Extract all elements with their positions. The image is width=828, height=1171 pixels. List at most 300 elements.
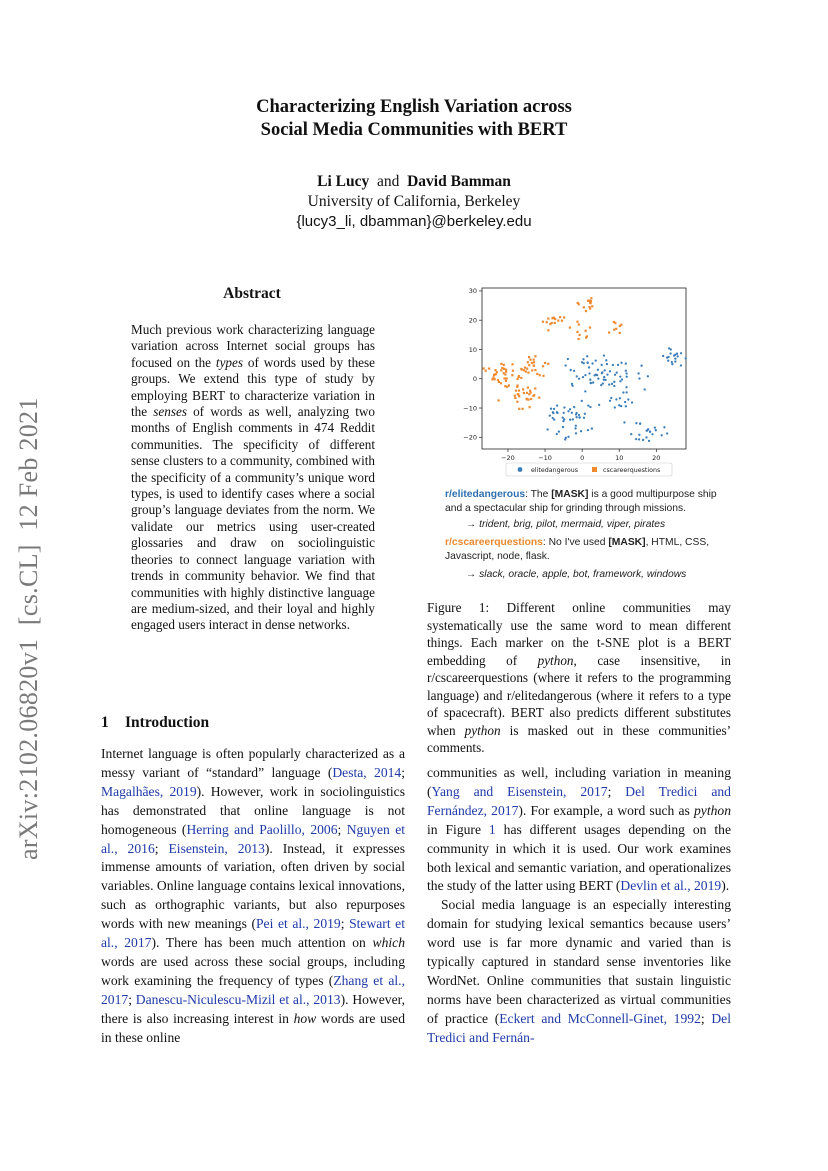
y-tick-label: −10	[463, 404, 477, 413]
point-elitedangerous	[668, 347, 670, 349]
point-cscareerquestions	[533, 359, 535, 361]
author-names	[0, 172, 828, 192]
point-elitedangerous	[600, 364, 602, 366]
point-elitedangerous	[667, 359, 669, 361]
point-cscareerquestions	[587, 300, 589, 302]
point-elitedangerous	[616, 371, 618, 373]
point-cscareerquestions	[557, 320, 559, 322]
point-elitedangerous	[600, 384, 602, 386]
point-elitedangerous	[575, 432, 577, 434]
point-elitedangerous	[580, 430, 582, 432]
point-elitedangerous	[591, 427, 593, 429]
point-elitedangerous	[610, 397, 612, 399]
point-elitedangerous	[558, 430, 560, 432]
point-cscareerquestions	[496, 371, 498, 373]
point-elitedangerous	[570, 369, 572, 371]
point-elitedangerous	[637, 372, 639, 374]
point-cscareerquestions	[577, 302, 579, 304]
abstract-heading: Abstract	[223, 285, 281, 302]
point-elitedangerous	[562, 416, 564, 418]
point-elitedangerous	[584, 374, 586, 376]
point-cscareerquestions	[485, 370, 487, 372]
figure-substitutes-1: → trident, brig, pilot, mermaid, viper, pirates	[466, 519, 666, 530]
point-cscareerquestions	[590, 297, 592, 299]
point-cscareerquestions	[516, 386, 518, 388]
point-elitedangerous	[587, 429, 589, 431]
point-cscareerquestions	[523, 392, 525, 394]
citation-link[interactable]: Yang and Eisenstein, 2017	[431, 783, 608, 799]
point-elitedangerous	[635, 438, 637, 440]
point-elitedangerous	[671, 361, 673, 363]
point-cscareerquestions	[516, 401, 518, 403]
point-cscareerquestions	[516, 378, 518, 380]
point-cscareerquestions	[518, 389, 520, 391]
point-elitedangerous	[673, 354, 675, 356]
point-cscareerquestions	[532, 395, 534, 397]
y-tick-label: 0	[472, 375, 477, 384]
point-elitedangerous	[574, 427, 576, 429]
point-elitedangerous	[621, 378, 623, 380]
intro-paragraph-1: Internet language is often popularly characterized as a messy variant of “standard” language (Desta, 2014; Magalhães, 2019). However, work in sociolinguistics has demonstrated that online language is not homogeneous (Herring and Paolillo, 2006; Nguyen et al., 2016; Eisenstein, 2013). Instead, it expresses immense amounts of variation, often driven by social variables. Online language contains lexical innovations, such as orthographic variants, but also repurposes words with new meanings (Pei et al., 2019; Stewart et al., 2017). There has been much attention on which words are used across these social groups, including work examining the frequency of types (Zhang et al., 2017; Danescu-Niculescu-Mizil et al., 2013). However, there is also increasing interest in how words are used in these online	[101, 746, 406, 1045]
point-cscareerquestions	[530, 391, 532, 393]
point-cscareerquestions	[534, 369, 536, 371]
point-cscareerquestions	[591, 305, 593, 307]
figure-example-2: r/cscareerquestions: No I've used [MASK], HTML, CSS, Javascript, node, flask.	[445, 537, 710, 562]
point-cscareerquestions	[547, 363, 549, 365]
y-tick-label: 30	[468, 287, 477, 296]
point-cscareerquestions	[520, 377, 522, 379]
point-elitedangerous	[606, 363, 608, 365]
point-cscareerquestions	[522, 388, 524, 390]
author-and: and	[376, 173, 400, 190]
author-2: David Bamman	[407, 173, 511, 190]
point-elitedangerous	[624, 401, 626, 403]
point-cscareerquestions	[552, 317, 554, 319]
x-tick-label: 20	[652, 454, 661, 462]
point-elitedangerous	[680, 364, 682, 366]
point-elitedangerous	[567, 358, 569, 360]
point-elitedangerous	[587, 405, 589, 407]
point-cscareerquestions	[503, 364, 505, 366]
y-tick-label: 10	[468, 345, 477, 354]
point-elitedangerous	[598, 404, 600, 406]
citation-link[interactable]: Stewart et al., 2017	[101, 916, 405, 951]
section-number: 1	[101, 714, 109, 731]
figure-reference-link[interactable]: 1	[488, 821, 496, 837]
point-cscareerquestions	[613, 329, 615, 331]
point-elitedangerous	[625, 405, 627, 407]
point-cscareerquestions	[576, 331, 578, 333]
point-elitedangerous	[609, 370, 611, 372]
point-cscareerquestions	[523, 369, 525, 371]
point-elitedangerous	[572, 418, 574, 420]
point-cscareerquestions	[518, 408, 520, 410]
point-elitedangerous	[549, 414, 551, 416]
point-elitedangerous	[663, 426, 665, 428]
point-elitedangerous	[655, 429, 657, 431]
point-cscareerquestions	[615, 328, 617, 330]
point-cscareerquestions	[531, 369, 533, 371]
point-elitedangerous	[630, 433, 632, 435]
point-cscareerquestions	[547, 329, 549, 331]
point-cscareerquestions	[533, 364, 535, 366]
point-elitedangerous	[597, 377, 599, 379]
citation-link[interactable]: Herring and Paolillo, 2006	[186, 821, 338, 837]
point-cscareerquestions	[559, 316, 561, 318]
point-elitedangerous	[623, 421, 625, 423]
point-cscareerquestions	[542, 365, 544, 367]
point-cscareerquestions	[526, 392, 528, 394]
point-elitedangerous	[613, 385, 615, 387]
point-elitedangerous	[671, 363, 673, 365]
point-cscareerquestions	[531, 362, 533, 364]
point-cscareerquestions	[505, 369, 507, 371]
point-elitedangerous	[582, 358, 584, 360]
point-elitedangerous	[563, 412, 565, 414]
figure-1	[440, 284, 732, 584]
point-elitedangerous	[642, 439, 644, 441]
figure-example-1: r/elitedangerous: The [MASK] is a good multipurpose ship and a spectacular ship for grinding through missions.	[445, 489, 717, 514]
point-cscareerquestions	[493, 374, 495, 376]
point-elitedangerous	[625, 372, 627, 374]
point-cscareerquestions	[494, 378, 496, 380]
point-elitedangerous	[627, 398, 629, 400]
point-elitedangerous	[667, 356, 669, 358]
point-cscareerquestions	[529, 359, 531, 361]
point-cscareerquestions	[578, 323, 580, 325]
point-elitedangerous	[625, 391, 627, 393]
point-elitedangerous	[556, 404, 558, 406]
point-elitedangerous	[597, 369, 599, 371]
point-elitedangerous	[619, 375, 621, 377]
point-elitedangerous	[562, 426, 564, 428]
point-elitedangerous	[635, 422, 637, 424]
point-elitedangerous	[582, 376, 584, 378]
point-elitedangerous	[638, 377, 640, 379]
point-elitedangerous	[649, 430, 651, 432]
point-cscareerquestions	[528, 406, 530, 408]
point-cscareerquestions	[563, 316, 565, 318]
point-cscareerquestions	[547, 318, 549, 320]
point-cscareerquestions	[508, 384, 510, 386]
point-elitedangerous	[584, 413, 586, 415]
point-elitedangerous	[596, 374, 598, 376]
point-cscareerquestions	[608, 331, 610, 333]
point-cscareerquestions	[526, 367, 528, 369]
point-cscareerquestions	[538, 397, 540, 399]
point-cscareerquestions	[536, 373, 538, 375]
point-elitedangerous	[685, 357, 687, 359]
section-title: Introduction	[125, 714, 210, 731]
point-elitedangerous	[617, 364, 619, 366]
citation-link[interactable]: Eisenstein, 2013	[168, 840, 265, 856]
example-community-elitedangerous: r/elitedangerous	[445, 489, 526, 500]
point-elitedangerous	[614, 406, 616, 408]
point-elitedangerous	[595, 360, 597, 362]
point-elitedangerous	[569, 419, 571, 421]
point-elitedangerous	[619, 380, 621, 382]
point-elitedangerous	[677, 355, 679, 357]
point-elitedangerous	[587, 362, 589, 364]
point-elitedangerous	[602, 382, 604, 384]
point-elitedangerous	[546, 428, 548, 430]
point-elitedangerous	[645, 436, 647, 438]
intro-paragraph-2: communities as well, including variation in meaning (Yang and Eisenstein, 2017; Del Tredici and Fernández, 2017). For example, a word such as python in Figure 1 has different usages depending on the community in which it is used. Our work examines both lexical and semantic variation, and operationalizes the study of the latter using BERT (Devlin et al., 2019). Social media language is an especially interesting domain for studying lexical semantics because users’ word use is far more dynamic and varied than is typically captured in standard sense inventories like WordNet. Online communities that sustain linguistic norms have been characterized as virtual communities of practice (Eckert and McConnell-Ginet, 1992; Del Tredici and Fernán-	[427, 764, 731, 1048]
point-cscareerquestions	[528, 356, 530, 358]
point-elitedangerous	[605, 359, 607, 361]
point-elitedangerous	[556, 411, 558, 413]
point-cscareerquestions	[488, 367, 490, 369]
citation-link[interactable]: Nguyen et al., 2016	[101, 821, 406, 856]
point-cscareerquestions	[533, 361, 535, 363]
point-elitedangerous	[571, 385, 573, 387]
point-cscareerquestions	[526, 398, 528, 400]
affiliation: University of California, Berkeley	[307, 193, 521, 210]
point-elitedangerous	[644, 388, 646, 390]
point-cscareerquestions	[544, 362, 546, 364]
author-1: Li Lucy	[317, 173, 370, 190]
point-cscareerquestions	[518, 376, 520, 378]
point-cscareerquestions	[503, 368, 505, 370]
point-cscareerquestions	[561, 320, 563, 322]
figure-substitutes-2: → slack, oracle, apple, bot, framework, windows	[466, 569, 687, 580]
point-cscareerquestions	[524, 366, 526, 368]
figure-caption: Figure 1: Different online communities may systematically use the same word to mean different things. Each marker on the t-SNE plot is a BERT embedding of python, case insensitive, in r/cscareerquestions (where it refers to the programming language) and r/elitedangerous (where it refers to a type of spacecraft). BERT also predicts different substitutes when python is masked out in these communities’ comments.	[427, 600, 731, 755]
point-elitedangerous	[562, 420, 564, 422]
legend-label-elitedangerous: elitedangerous	[531, 466, 579, 474]
x-tick-label: 10	[615, 454, 624, 462]
point-cscareerquestions	[500, 382, 502, 384]
citation-link[interactable]: Desta, 2014	[332, 764, 402, 780]
email: {lucy3_li, dbamman}@berkeley.edu	[296, 213, 532, 230]
point-cscareerquestions	[500, 363, 502, 365]
point-elitedangerous	[550, 408, 552, 410]
point-elitedangerous	[591, 362, 593, 364]
intro-paragraph-3: Social media language is an especially interesting domain for studying lexical semantics because users’ word use is far more dynamic and varied than is typically captured in standard sense inventories like WordNet. Online communities that sustain linguistic norms have been characterized as virtual communities of practice (Eckert and McConnell-Ginet, 1992; Del Tredici and Fernán-	[427, 897, 731, 1045]
point-cscareerquestions	[585, 310, 587, 312]
point-elitedangerous	[648, 440, 650, 442]
tsne-scatter-plot	[440, 284, 732, 484]
point-elitedangerous	[556, 433, 558, 435]
point-elitedangerous	[680, 352, 682, 354]
point-cscareerquestions	[577, 338, 579, 340]
point-elitedangerous	[589, 379, 591, 381]
point-cscareerquestions	[505, 371, 507, 373]
point-cscareerquestions	[521, 408, 523, 410]
point-elitedangerous	[674, 358, 676, 360]
point-elitedangerous	[553, 418, 555, 420]
point-elitedangerous	[676, 353, 678, 355]
point-elitedangerous	[609, 400, 611, 402]
point-cscareerquestions	[590, 300, 592, 302]
point-elitedangerous	[669, 352, 671, 354]
point-cscareerquestions	[497, 399, 499, 401]
point-cscareerquestions	[503, 377, 505, 379]
point-cscareerquestions	[583, 306, 585, 308]
point-elitedangerous	[584, 390, 586, 392]
title-line-2: Social Media Communities with BERT	[260, 120, 568, 140]
point-cscareerquestions	[494, 369, 496, 371]
point-cscareerquestions	[586, 335, 588, 337]
point-elitedangerous	[647, 428, 649, 430]
point-elitedangerous	[578, 416, 580, 418]
point-cscareerquestions	[521, 368, 523, 370]
citation-link[interactable]: Devlin et al., 2019	[620, 878, 722, 894]
point-cscareerquestions	[514, 397, 516, 399]
citation-link[interactable]: Del Tredici and Fernández, 2017	[427, 783, 731, 818]
point-cscareerquestions	[551, 322, 553, 324]
point-cscareerquestions	[491, 378, 493, 380]
title-line-1: Characterizing English Variation across	[256, 97, 572, 117]
point-elitedangerous	[571, 412, 573, 414]
point-cscareerquestions	[527, 371, 529, 373]
point-cscareerquestions	[503, 372, 505, 374]
point-elitedangerous	[583, 417, 585, 419]
point-cscareerquestions	[511, 363, 513, 365]
point-cscareerquestions	[539, 374, 541, 376]
point-elitedangerous	[578, 378, 580, 380]
point-cscareerquestions	[504, 385, 506, 387]
point-elitedangerous	[674, 360, 676, 362]
point-elitedangerous	[611, 383, 613, 385]
point-elitedangerous	[651, 433, 653, 435]
point-elitedangerous	[553, 408, 555, 410]
point-elitedangerous	[614, 374, 616, 376]
point-elitedangerous	[625, 362, 627, 364]
citation-link[interactable]: Del Tredici and Fernán-	[427, 1010, 731, 1045]
point-elitedangerous	[581, 361, 583, 363]
legend-label-cscareerquestions: cscareerquestions	[603, 466, 661, 474]
point-cscareerquestions	[576, 321, 578, 323]
x-tick-label: −20	[501, 454, 515, 462]
point-elitedangerous	[578, 414, 580, 416]
point-elitedangerous	[581, 400, 583, 402]
paper-title	[0, 96, 828, 142]
citation-link[interactable]: Eckert and McConnell-Ginet, 1992	[499, 1010, 701, 1026]
citation-link[interactable]: Danescu-Niculescu-Mizil et al., 2013	[135, 991, 341, 1007]
point-elitedangerous	[638, 438, 640, 440]
point-cscareerquestions	[517, 393, 519, 395]
point-cscareerquestions	[506, 377, 508, 379]
point-cscareerquestions	[530, 398, 532, 400]
point-elitedangerous	[565, 364, 567, 366]
point-elitedangerous	[619, 397, 621, 399]
point-elitedangerous	[654, 426, 656, 428]
point-cscareerquestions	[554, 318, 556, 320]
point-elitedangerous	[569, 408, 571, 410]
point-elitedangerous	[612, 364, 614, 366]
point-cscareerquestions	[588, 306, 590, 308]
point-elitedangerous	[588, 372, 590, 374]
point-elitedangerous	[575, 416, 577, 418]
point-elitedangerous	[638, 434, 640, 436]
point-elitedangerous	[622, 391, 624, 393]
point-elitedangerous	[631, 401, 633, 403]
point-cscareerquestions	[514, 395, 516, 397]
y-tick-label: −20	[463, 433, 477, 442]
example-community-cscareerquestions: r/cscareerquestions	[445, 537, 543, 548]
point-elitedangerous	[592, 381, 594, 383]
point-elitedangerous	[604, 379, 606, 381]
arxiv-stamp: arXiv:2102.06820v1 [cs.CL] 12 Feb 2021	[14, 397, 43, 860]
plot-frame	[482, 288, 686, 449]
point-cscareerquestions	[483, 367, 485, 369]
point-elitedangerous	[589, 406, 591, 408]
point-cscareerquestions	[505, 380, 507, 382]
point-cscareerquestions	[546, 321, 548, 323]
point-cscareerquestions	[534, 387, 536, 389]
point-cscareerquestions	[515, 390, 517, 392]
point-elitedangerous	[662, 355, 664, 357]
x-tick-label: 0	[580, 454, 585, 462]
point-elitedangerous	[603, 376, 605, 378]
point-elitedangerous	[626, 376, 628, 378]
point-elitedangerous	[588, 366, 590, 368]
point-cscareerquestions	[585, 330, 587, 332]
point-elitedangerous	[567, 410, 569, 412]
point-elitedangerous	[573, 370, 575, 372]
point-elitedangerous	[575, 425, 577, 427]
point-cscareerquestions	[534, 355, 536, 357]
point-cscareerquestions	[554, 322, 556, 324]
point-cscareerquestions	[619, 325, 621, 327]
x-tick-label: −10	[538, 454, 552, 462]
abstract-text: Much previous work characterizing language variation across Internet social groups has focused on the types of words used by these groups. We extend this type of study by employing BERT to characterize variation in the senses of words as well, analyzing two months of English comments in 474 Reddit communities. The specificity of different sense clusters to a community, combined with the specificity of a community’s unique word types, is used to identify cases where a social group’s language deviates from the norm. We validate our metrics using user-created glossaries and draw on sociolinguistic theories to connect language variation with trends in community behavior. We find that communities with highly distinctive language are medium-sized, and their loyal and highly engaged users interact in dense networks.	[131, 322, 375, 633]
point-cscareerquestions	[500, 369, 502, 371]
point-elitedangerous	[666, 432, 668, 434]
point-elitedangerous	[552, 412, 554, 414]
point-cscareerquestions	[512, 370, 514, 372]
point-elitedangerous	[625, 370, 627, 372]
point-cscareerquestions	[590, 302, 592, 304]
point-elitedangerous	[620, 405, 622, 407]
point-cscareerquestions	[619, 332, 621, 334]
point-cscareerquestions	[529, 390, 531, 392]
point-elitedangerous	[589, 382, 591, 384]
citation-link[interactable]: Zhang et al., 2017	[101, 972, 405, 1007]
point-elitedangerous	[640, 365, 642, 367]
point-elitedangerous	[615, 398, 617, 400]
y-tick-label: 20	[468, 316, 477, 325]
point-elitedangerous	[620, 362, 622, 364]
point-elitedangerous	[604, 369, 606, 371]
point-elitedangerous	[608, 383, 610, 385]
point-elitedangerous	[639, 423, 641, 425]
point-elitedangerous	[586, 355, 588, 357]
point-elitedangerous	[606, 373, 608, 375]
point-elitedangerous	[625, 386, 627, 388]
legend-marker-elitedangerous	[518, 467, 523, 472]
point-cscareerquestions	[542, 375, 544, 377]
point-cscareerquestions	[528, 364, 530, 366]
point-elitedangerous	[567, 436, 569, 438]
point-elitedangerous	[603, 354, 605, 356]
point-cscareerquestions	[614, 322, 616, 324]
point-elitedangerous	[601, 371, 603, 373]
section-heading	[101, 714, 209, 732]
citation-link[interactable]: Magalhães, 2019	[101, 783, 197, 799]
point-cscareerquestions	[518, 395, 520, 397]
point-elitedangerous	[661, 434, 663, 436]
point-cscareerquestions	[527, 387, 529, 389]
point-elitedangerous	[576, 412, 578, 414]
point-cscareerquestions	[497, 379, 499, 381]
point-cscareerquestions	[511, 374, 513, 376]
point-elitedangerous	[565, 437, 567, 439]
point-elitedangerous	[563, 406, 565, 408]
point-elitedangerous	[613, 381, 615, 383]
citation-link[interactable]: Pei et al., 2019	[256, 916, 341, 932]
